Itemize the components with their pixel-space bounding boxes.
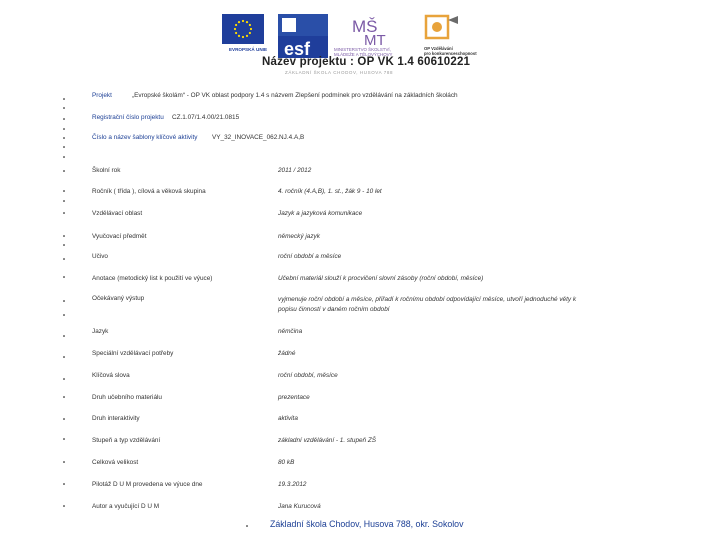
bullet-dot bbox=[63, 356, 65, 358]
eu-flag-logo bbox=[222, 14, 264, 44]
bullet-dot bbox=[63, 258, 65, 260]
row-value: 2011 / 2012 bbox=[278, 167, 312, 174]
bullet-dot bbox=[63, 483, 65, 485]
bullet-dot bbox=[63, 244, 65, 246]
bullet-dot bbox=[63, 276, 65, 278]
svg-text:MT: MT bbox=[364, 32, 386, 49]
msmt-caption-line1: MINISTERSTVO ŠKOLSTVÍ, bbox=[334, 47, 391, 52]
bullet-column bbox=[63, 88, 67, 513]
row-label: Celková velikost bbox=[92, 459, 139, 466]
row-label: Druh učebního materiálu bbox=[92, 394, 162, 401]
row-value: Učební materiál slouží k procvičení slovní zásoby (roční období, měsíce) bbox=[278, 275, 484, 282]
row-label: Ročník ( třída ), cílová a věková skupina bbox=[92, 188, 206, 195]
bullet-dot bbox=[63, 300, 65, 302]
row-value: němčina bbox=[278, 328, 303, 335]
bullet-dot bbox=[63, 128, 65, 130]
bullet-dot bbox=[63, 335, 65, 337]
row-value: 4. ročník (4.A,B), 1. st., žák 9 - 10 let bbox=[278, 188, 382, 195]
row-value: prezentace bbox=[278, 394, 310, 401]
bullet-dot bbox=[63, 418, 65, 420]
row-label: Stupeň a typ vzdělávání bbox=[92, 437, 161, 444]
row-value: roční období a měsíce bbox=[278, 253, 342, 260]
row-value: německý jazyk bbox=[278, 233, 320, 240]
svg-text:MŠ: MŠ bbox=[352, 17, 378, 36]
row-value: roční období, měsíce bbox=[278, 372, 338, 379]
row-label: Školní rok bbox=[92, 167, 121, 174]
row-value: Jana Kurucová bbox=[278, 503, 321, 510]
row-label: Očekávaný výstup bbox=[92, 295, 145, 302]
bullet-dot bbox=[63, 212, 65, 214]
logo-strip bbox=[220, 14, 480, 60]
registration-value: CZ.1.07/1.4.00/21.0815 bbox=[172, 114, 240, 121]
msmt-logo bbox=[332, 14, 418, 60]
row-value: Jazyk a jazyková komunikace bbox=[278, 210, 363, 217]
bullet-dot bbox=[63, 170, 65, 172]
bullet-dot bbox=[63, 98, 65, 100]
bullet-dot bbox=[63, 107, 65, 109]
row-value: aktivita bbox=[278, 415, 298, 422]
esf-logo bbox=[278, 14, 328, 58]
opvk-caption-line2: pro konkurenceschopnost bbox=[424, 51, 477, 56]
eu-caption: EVROPSKÁ UNIE bbox=[228, 47, 268, 52]
row-label: Vyučovací předmět bbox=[92, 233, 147, 240]
template-label: Číslo a název šablony klíčové aktivity bbox=[92, 134, 198, 141]
row-label: Vzdělávací oblast bbox=[92, 210, 143, 217]
svg-text:esf: esf bbox=[284, 39, 311, 58]
row-value: 19.3.2012 bbox=[278, 481, 307, 488]
footer-bullet bbox=[246, 525, 248, 527]
row-value: vyjmenuje roční období a měsíce, přiřadí k ročnímu období odpovídající měsíce, utvoří jednoduché věty k popisu činností v daném ročním období bbox=[278, 296, 577, 313]
row-label: Jazyk bbox=[92, 328, 109, 335]
row-label: Anotace (metodický list k použití ve výuce) bbox=[92, 275, 213, 282]
bullet-dot bbox=[63, 438, 65, 440]
project-label: Projekt bbox=[92, 92, 112, 99]
opvk-caption-line1: OP Vzdělávání bbox=[424, 46, 453, 51]
bullet-dot bbox=[63, 461, 65, 463]
row-label: Klíčová slova bbox=[92, 372, 130, 379]
row-label: Druh interaktivity bbox=[92, 415, 140, 422]
row-value: žádné bbox=[278, 350, 296, 357]
footer-school: Základní škola Chodov, Husova 788, okr. Sokolov bbox=[270, 519, 464, 529]
bullet-dot bbox=[63, 505, 65, 507]
row-value: 80 kB bbox=[278, 459, 295, 466]
bullet-dot bbox=[63, 156, 65, 158]
row-label: Učivo bbox=[92, 253, 108, 260]
bullet-dot bbox=[63, 314, 65, 316]
row-label: Pilotáž D U M provedena ve výuce dne bbox=[92, 481, 203, 488]
bullet-dot bbox=[63, 190, 65, 192]
template-value: VY_32_INOVACE_062.NJ.4.A,B bbox=[212, 134, 305, 141]
bullet-dot bbox=[63, 235, 65, 237]
school-subtitle: ZÁKLADNÍ ŠKOLA CHODOV, HUSOVA 788 bbox=[285, 70, 394, 75]
project-value: „Evropské školám“ - OP VK oblast podpory 1.4 s názvem Zlepšení podmínek pro vzdělávání na základních školách bbox=[132, 92, 458, 99]
bullet-dot bbox=[63, 396, 65, 398]
bullet-dot bbox=[63, 118, 65, 120]
row-label: Speciální vzdělávací potřeby bbox=[92, 350, 174, 357]
bullet-dot bbox=[63, 378, 65, 380]
registration-label: Registrační číslo projektu bbox=[92, 114, 164, 121]
bullet-dot bbox=[63, 137, 65, 139]
project-title: Název projektu : OP VK 1.4 60610221 bbox=[262, 56, 471, 68]
bullet-dot bbox=[63, 200, 65, 202]
row-label: Autor a vyučující D U M bbox=[92, 503, 160, 510]
msmt-caption-line2: MLÁDEŽE A TĚLOVÝCHOVY bbox=[334, 52, 393, 57]
opvk-logo bbox=[422, 14, 478, 60]
row-value: základní vzdělávání - 1. stupeň ZŠ bbox=[278, 437, 377, 444]
bullet-dot bbox=[63, 146, 65, 148]
